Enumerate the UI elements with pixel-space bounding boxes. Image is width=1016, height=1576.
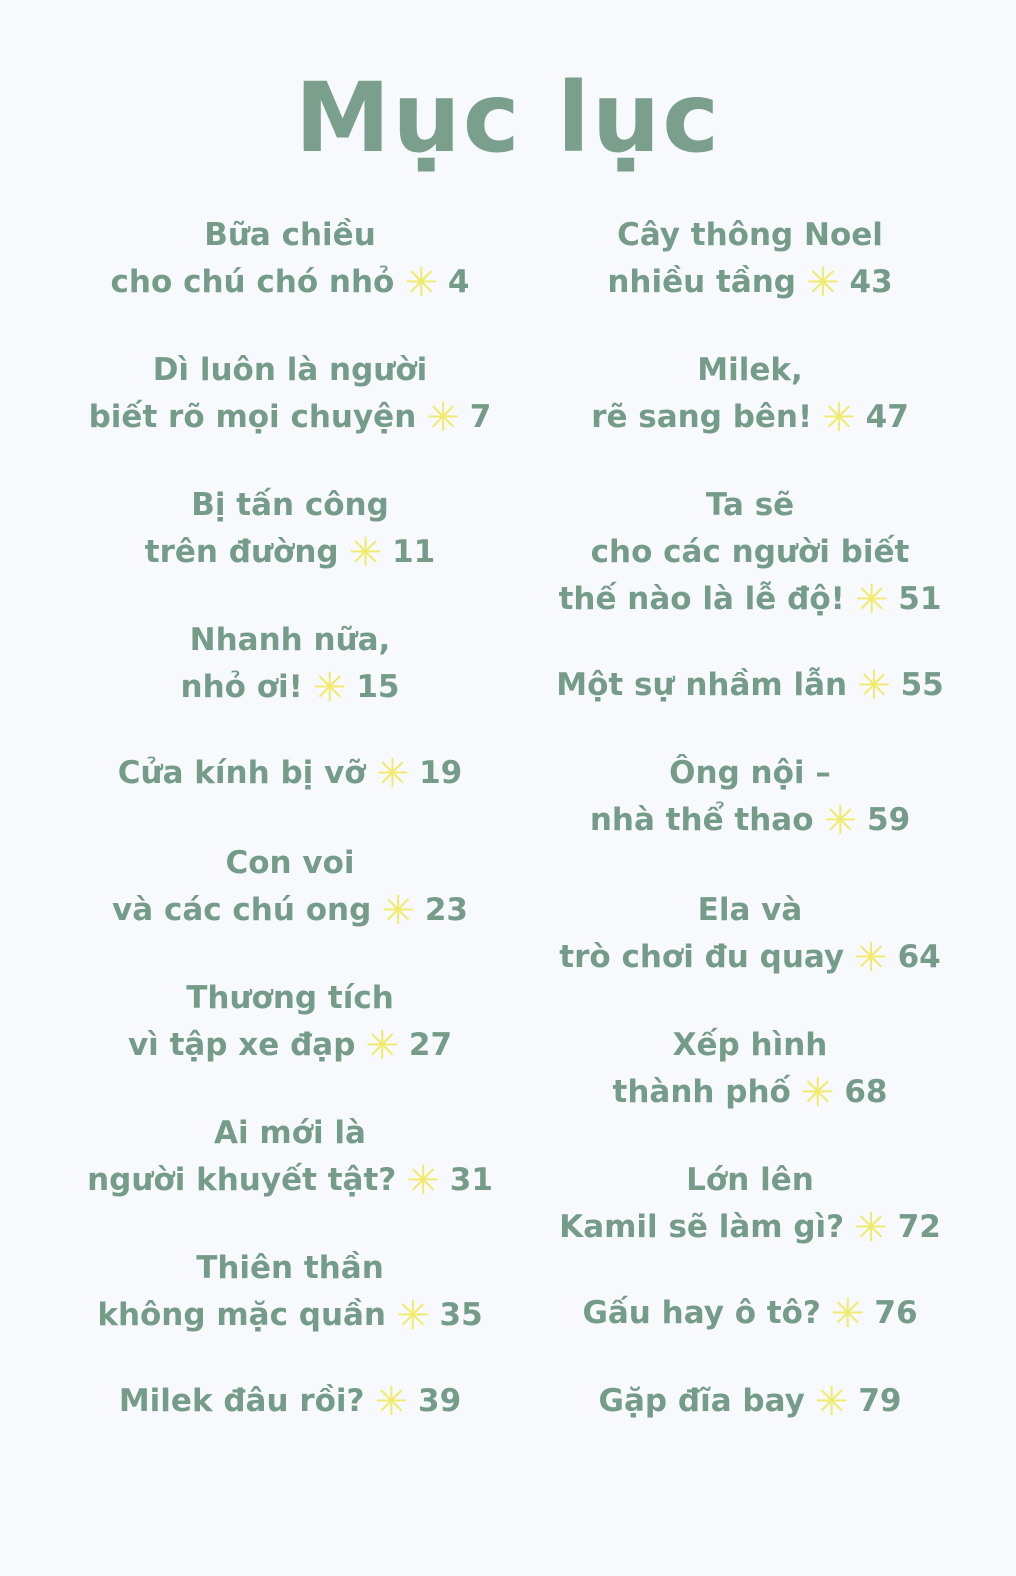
toc-entry-title-line [530, 482, 970, 529]
toc-entry-text: thế nào là lễ độ! [558, 581, 845, 617]
toc-entry-text: Nhanh nữa, [189, 622, 391, 658]
asterisk-star-icon: ✳ [823, 798, 858, 844]
toc-page-number: 68 [844, 1074, 888, 1110]
toc-entry-text: Gấu hay ô tô? [582, 1295, 821, 1331]
toc-entry-text: vì tập xe đạp [127, 1027, 356, 1063]
toc-page-number: 59 [867, 802, 911, 838]
toc-entry-text: Ta sẽ [705, 487, 795, 523]
toc-entry-title-line [530, 1022, 970, 1069]
toc-entry-text: Một sự nhầm lẫn [556, 667, 848, 703]
toc-entry-title-line [530, 750, 970, 797]
toc-entry[interactable] [530, 1378, 970, 1426]
toc-entry[interactable] [70, 1245, 510, 1340]
toc-entry-title-line [530, 259, 970, 307]
toc-entry-text: cho chú chó nhỏ [110, 264, 395, 300]
toc-entry[interactable] [530, 482, 970, 624]
toc-page-number: 79 [858, 1383, 902, 1419]
toc-entry-text: thành phố [612, 1074, 791, 1110]
toc-page-number: 64 [897, 939, 941, 975]
toc-page-number: 19 [419, 755, 463, 791]
toc-entry-text: Gặp đĩa bay [598, 1383, 805, 1419]
asterisk-star-icon: ✳ [857, 663, 891, 709]
asterisk-star-icon: ✳ [806, 260, 840, 306]
toc-entry-title-line [70, 212, 510, 259]
toc-entry-text: Xếp hình [672, 1027, 828, 1063]
asterisk-star-icon: ✳ [404, 260, 438, 306]
toc-entry-title-line [70, 347, 510, 394]
toc-page-number: 35 [439, 1297, 483, 1333]
toc-entry-text: trò chơi đu quay [559, 939, 845, 975]
toc-entry-title-line [70, 887, 510, 935]
toc-entry-text: Thương tích [186, 980, 394, 1016]
toc-entry-title-line [70, 1378, 510, 1426]
toc-entry-title-line [70, 394, 510, 442]
toc-entry[interactable] [70, 840, 510, 935]
toc-entry-text: Con voi [225, 845, 355, 881]
toc-entry-title-line [530, 662, 970, 710]
toc-entry-title-line [70, 664, 510, 712]
toc-entry-title-line [530, 797, 970, 845]
asterisk-star-icon: ✳ [854, 577, 889, 623]
toc-entry-text: Lớn lên [686, 1162, 814, 1198]
toc-entry-text: Milek, [697, 352, 803, 388]
toc-entry-text: rẽ sang bên! [591, 399, 813, 435]
toc-entry-text: Ela và [697, 892, 803, 928]
toc-entry-title-line [70, 840, 510, 887]
toc-entry-title-line [70, 1245, 510, 1292]
toc-entry-title-line [70, 259, 510, 307]
toc-entry-title-line [530, 1204, 970, 1252]
asterisk-star-icon: ✳ [348, 530, 383, 576]
toc-entry-title-line [530, 887, 970, 934]
toc-page-number: 47 [865, 399, 909, 435]
toc-page-number: 72 [897, 1209, 941, 1245]
toc-page-number: 15 [356, 669, 400, 705]
toc-entry-text: không mặc quần [97, 1297, 387, 1333]
toc-page-number: 7 [469, 399, 492, 435]
toc-entry[interactable] [70, 750, 510, 798]
toc-entry[interactable] [530, 212, 970, 307]
toc-entry-text: cho các người biết [590, 534, 910, 570]
toc-entry[interactable] [70, 617, 510, 712]
toc-entry-title-line [530, 1290, 970, 1338]
toc-entry[interactable] [530, 347, 970, 442]
toc-entry-title-line [530, 576, 970, 624]
asterisk-star-icon: ✳ [374, 1379, 409, 1425]
toc-entry-title-line [70, 529, 510, 577]
toc-page-number: 31 [449, 1162, 493, 1198]
toc-entry[interactable] [70, 212, 510, 307]
toc-entry-text: Thiên thần [196, 1250, 384, 1286]
asterisk-star-icon: ✳ [822, 395, 856, 441]
toc-entry[interactable] [70, 482, 510, 577]
toc-entry-text: Milek đâu rồi? [118, 1383, 365, 1419]
toc-page-number: 55 [900, 667, 944, 703]
asterisk-star-icon: ✳ [854, 935, 888, 981]
toc-entry-title-line [530, 1378, 970, 1426]
toc-entry-title-line [530, 529, 970, 576]
asterisk-star-icon: ✳ [800, 1070, 835, 1116]
toc-entry[interactable] [70, 1378, 510, 1426]
toc-entry-text: nhỏ ơi! [180, 669, 303, 705]
asterisk-star-icon: ✳ [365, 1023, 399, 1069]
toc-page-number: 11 [392, 534, 436, 570]
toc-entry-title-line [530, 1069, 970, 1117]
toc-page-number: 43 [849, 264, 893, 300]
toc-entry-text: biết rõ mọi chuyện [88, 399, 417, 435]
toc-entry[interactable] [530, 750, 970, 845]
toc-entry-text: người khuyết tật? [87, 1162, 397, 1198]
toc-entry[interactable] [70, 347, 510, 442]
toc-entry-title-line [70, 1157, 510, 1205]
toc-entry-text: nhiều tầng [607, 264, 796, 300]
toc-entry-text: Ai mới là [214, 1115, 366, 1151]
toc-entry-text: Cửa kính bị vỡ [117, 755, 366, 791]
asterisk-star-icon: ✳ [375, 751, 410, 797]
toc-entry-text: Bữa chiều [204, 217, 376, 253]
toc-entry[interactable] [530, 662, 970, 710]
asterisk-star-icon: ✳ [312, 665, 347, 711]
toc-page-number: 4 [447, 264, 470, 300]
toc-entry-title-line [530, 394, 970, 442]
toc-page-number: 23 [424, 892, 468, 928]
asterisk-star-icon: ✳ [406, 1158, 440, 1204]
toc-entry-title-line [530, 1157, 970, 1204]
toc-entry-title-line [70, 975, 510, 1022]
toc-entry-title-line [70, 750, 510, 798]
toc-entry[interactable] [70, 975, 510, 1070]
toc-entry[interactable] [530, 1022, 970, 1117]
toc-page-number: 39 [418, 1383, 462, 1419]
toc-entry-title-line [530, 934, 970, 982]
toc-entry-text: trên đường [144, 534, 339, 570]
asterisk-star-icon: ✳ [814, 1379, 849, 1425]
toc-page-number: 27 [408, 1027, 453, 1063]
toc-entry-title-line [530, 347, 970, 394]
toc-entry-text: và các chú ong [112, 892, 372, 928]
toc-entry-text: Kamil sẽ làm gì? [559, 1209, 845, 1245]
toc-entry-text: nhà thể thao [589, 802, 814, 838]
toc-entry[interactable] [530, 887, 970, 982]
toc-entry-title-line [70, 482, 510, 529]
asterisk-star-icon: ✳ [830, 1291, 865, 1337]
toc-entry-text: Dì luôn là người [152, 352, 428, 388]
page-title: Mục lục [294, 62, 722, 174]
toc-entry[interactable] [530, 1290, 970, 1338]
toc-entry-title-line [70, 617, 510, 664]
toc-page-number: 51 [898, 581, 942, 617]
toc-page-number: 76 [874, 1295, 918, 1331]
toc-entry[interactable] [70, 1110, 510, 1205]
toc-entry-title-line [70, 1292, 510, 1340]
toc-entry-title-line [70, 1110, 510, 1157]
asterisk-star-icon: ✳ [396, 1293, 430, 1339]
asterisk-star-icon: ✳ [426, 395, 460, 441]
toc-entry-title-line [70, 1022, 510, 1070]
toc-entry-text: Ông nội – [669, 755, 831, 791]
asterisk-star-icon: ✳ [854, 1205, 888, 1251]
toc-entry-title-line [530, 212, 970, 259]
toc-entry-text: Cây thông Noel [617, 217, 883, 253]
asterisk-star-icon: ✳ [381, 888, 415, 934]
toc-entry-text: Bị tấn công [191, 487, 389, 523]
toc-entry[interactable] [530, 1157, 970, 1252]
